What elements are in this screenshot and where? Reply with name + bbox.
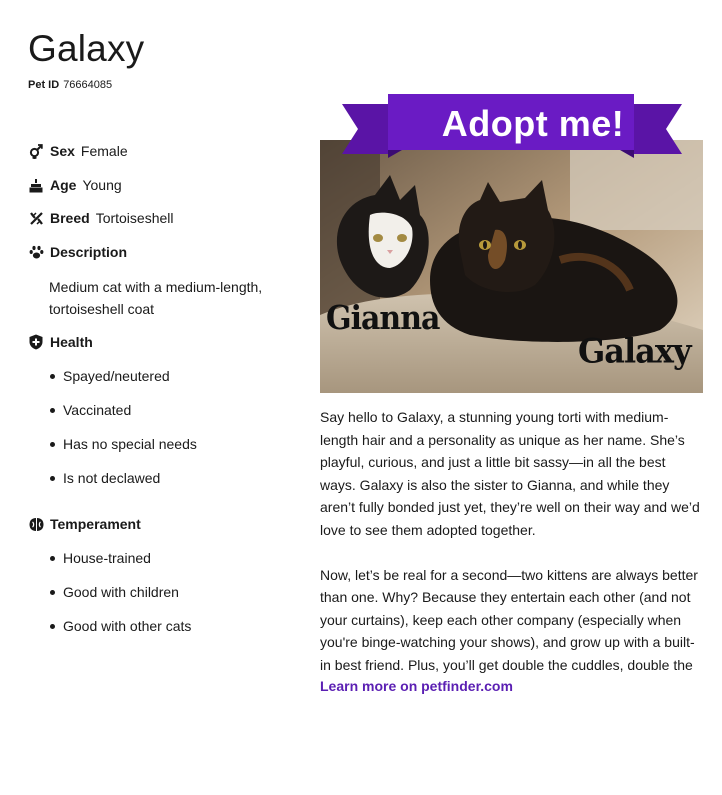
pet-name-title: Galaxy — [28, 28, 145, 69]
temperament-label: Temperament — [50, 516, 141, 532]
gender-icon — [28, 143, 44, 159]
health-list — [48, 366, 197, 502]
health-label: Health — [50, 334, 93, 350]
age-label: Age — [50, 177, 77, 193]
health-row — [28, 332, 99, 352]
pet-id — [28, 79, 112, 91]
shield-icon — [28, 334, 44, 350]
breed-label: Breed — [50, 210, 90, 226]
temperament-list — [48, 548, 191, 650]
learn-more-link[interactable]: Learn more on petfinder.com — [320, 678, 513, 694]
health-item: Vaccinated — [48, 400, 197, 434]
pet-id-value: 76664085 — [63, 79, 113, 91]
health-item: Spayed/neutered — [48, 366, 197, 400]
story-paragraph: Now, let’s be real for a second—two kittens are always better than one. Why? Because they entertain each other (and not your curtains), keep each other company (especially when you're binge-watching your shows), and grow up with a built-in best friend. Plus, you’ll get double the cuddles, double the — [320, 566, 698, 673]
age-row — [28, 175, 122, 195]
health-item: Is not declawed — [48, 468, 197, 502]
health-item: Has no special needs — [48, 434, 197, 468]
adopt-banner — [342, 94, 682, 158]
breed-value: Tortoiseshell — [95, 210, 174, 226]
description-label: Description — [50, 244, 128, 260]
pet-photo[interactable] — [320, 94, 704, 394]
pet-story — [320, 406, 705, 677]
cake-icon — [28, 177, 44, 193]
temperament-item: Good with children — [48, 582, 191, 616]
age-value: Young — [82, 177, 122, 193]
caption-gianna: Gianna — [326, 298, 440, 338]
breed-row — [28, 208, 174, 228]
temperament-item: House-trained — [48, 548, 191, 582]
brain-icon — [28, 516, 44, 532]
cats-image — [320, 140, 703, 393]
sex-label: Sex — [50, 143, 75, 159]
paw-icon — [28, 244, 44, 260]
description-row — [28, 242, 133, 262]
temperament-row — [28, 514, 147, 534]
story-paragraph: Say hello to Galaxy, a stunning young torti with medium-length hair and a personality as unique as her name. She’s playful, curious, and just a little bit sassy—in all the best ways. Galaxy is also the sister to Gianna, and while they aren’t fully bonded just yet, they’re well on their way and we’d love to see them adopted together. — [320, 409, 700, 538]
description-text: Medium cat with a medium-length, tortoiseshell coat — [49, 279, 263, 317]
caption-galaxy: Galaxy — [578, 330, 691, 371]
adopt-banner-text: Adopt me! — [441, 103, 625, 144]
sex-value: Female — [80, 143, 128, 159]
sex-row — [28, 141, 128, 161]
temperament-item: Good with other cats — [48, 616, 191, 650]
dna-icon — [28, 210, 44, 226]
pet-id-label: Pet ID — [28, 79, 60, 91]
